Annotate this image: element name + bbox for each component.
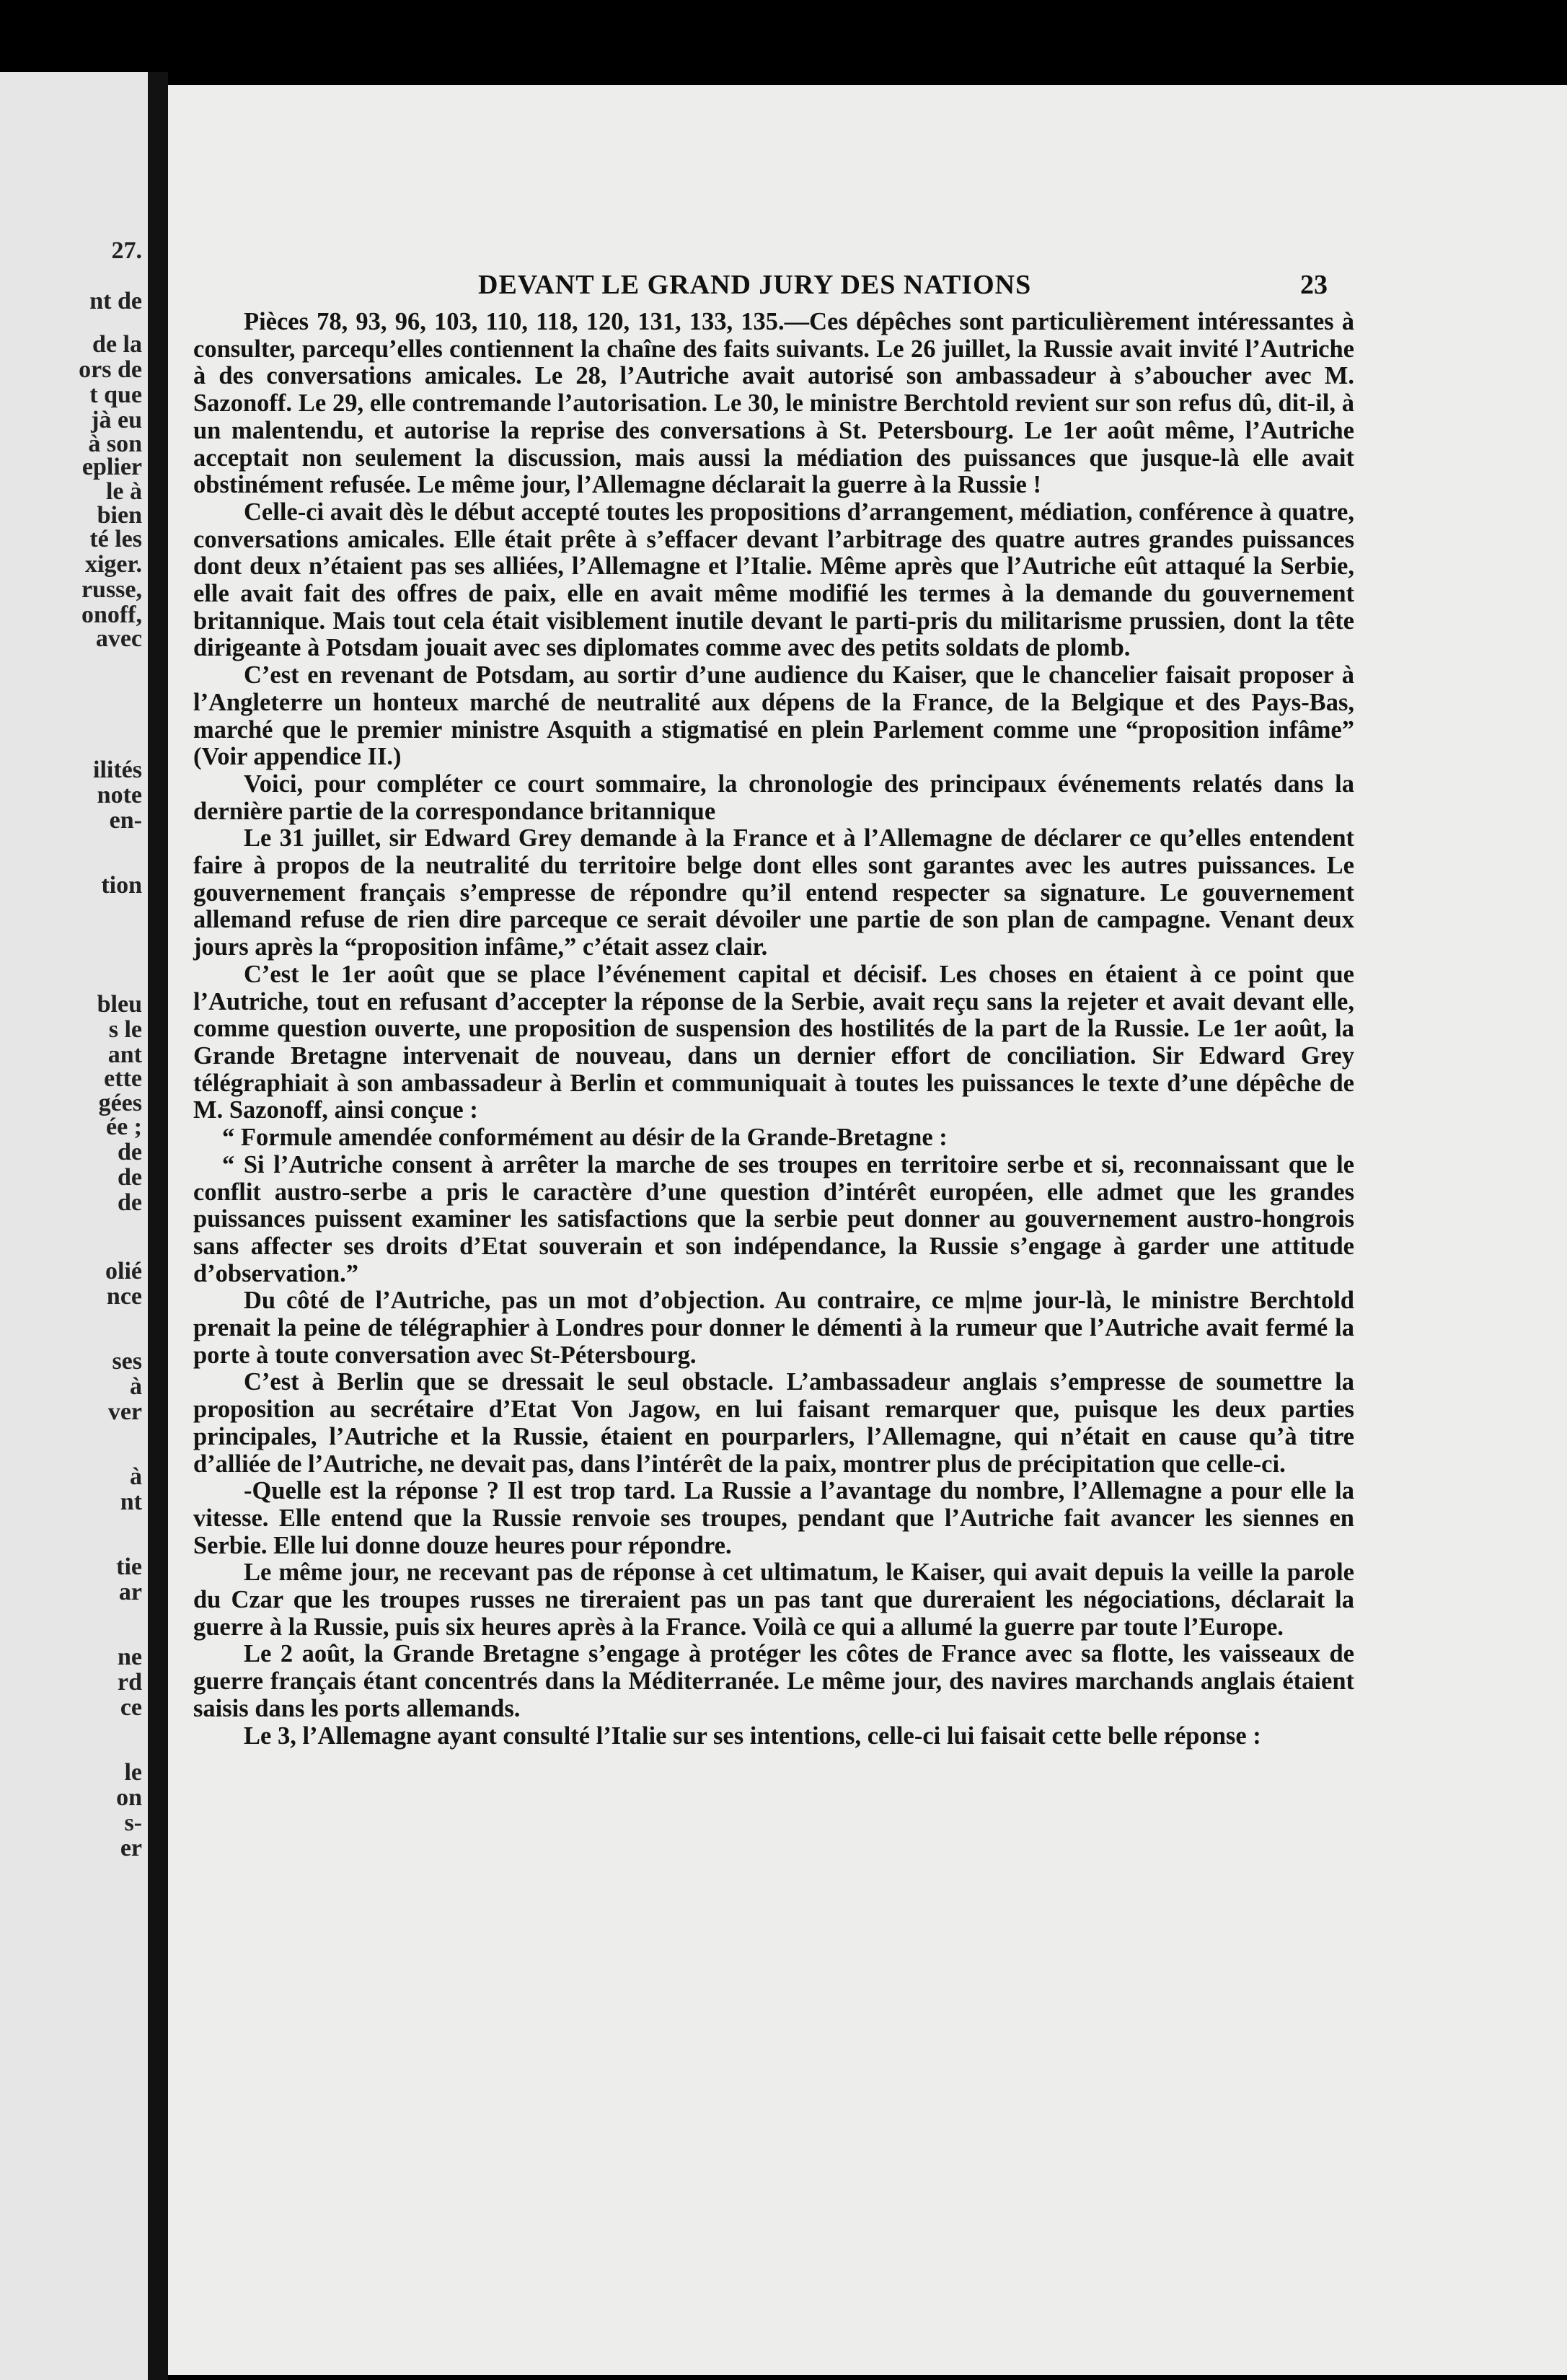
left-page-text-fragment: de — [118, 1164, 142, 1191]
left-page-text-fragment: rd — [118, 1669, 142, 1696]
left-page-text-fragment: le à — [105, 478, 142, 505]
left-page-text-fragment: bien — [97, 502, 142, 529]
left-page-text-fragment: gées — [98, 1090, 142, 1116]
left-page-text-fragment: de la — [92, 331, 142, 358]
left-page-text-fragment: ses — [112, 1348, 142, 1375]
left-page-text-fragment: ar — [118, 1579, 142, 1605]
left-page-text-fragment: à — [130, 1373, 142, 1400]
left-page-text-fragment: de — [118, 1139, 142, 1165]
left-page-text-fragment: eplier — [81, 454, 142, 480]
left-page-text-fragment: tie — [116, 1553, 142, 1580]
paragraph: C’est en revenant de Potsdam, au sortir d’une audience du Kaiser, que le chancelier faisait proposer à l’Angleterre un honteux marché de neutralité aux dépens de la France, de la Belgique et des Pays-Bas, marché que le premier ministre Asquith a stigmatisé en plein Parlement comme une “proposition infâme” (Voir appendice II.) — [193, 661, 1354, 771]
paragraph: Celle-ci avait dès le début accepté toutes les propositions d’arrangement, médiation, conférence à quatre, conversations amicales. Elle était prête à s’effacer devant l’arbitrage des quatre autres grandes puissances dont deux n’étaient pas ses alliées, l’Allemagne et l’Italie. Même après que l’Autriche eût attaqué la Serbie, elle avait fait des offres de paix, elle en avait même modifié les termes à la demande du gouvernement britannique. Mais tout cela était visiblement inutile devant le parti-pris du militarisme prussien, dont la tête dirigeante à Potsdam jouait avec ses diplomates comme avec des petits soldats de plomb. — [193, 498, 1354, 662]
left-page-text-fragment: ce — [120, 1694, 142, 1721]
left-page-text-fragment: ors de — [79, 356, 142, 383]
left-page-text-fragment: à — [130, 1463, 142, 1490]
left-page-text-fragment: er — [120, 1835, 142, 1861]
left-page-text-fragment: en- — [109, 807, 142, 834]
paragraph: C’est le 1er août que se place l’événement capital et décisif. Les choses en étaient à ce point que l’Autriche, tout en refusant d’accepter la réponse de la Serbie, avait reçu sans la rejeter et avait devant elle, comme question ouverte, une proposition de suspension des hostilités de la part de la Russie. Le 1er août, la Grande Bretagne intervenait de nouveau, dans un dernier effort de conciliation. Sir Edward Grey télégraphiait à son ambassadeur à Berlin et communiquait à toutes les puissances le texte d’une dépêche de M. Sazonoff, ainsi conçue : — [193, 960, 1354, 1124]
left-page-text-fragment: tion — [101, 872, 142, 899]
paragraph: Pièces 78, 93, 96, 103, 110, 118, 120, 131, 133, 135.—Ces dépêches sont particulièrement intéressantes à consulter, parcequ’elles contiennent la chaîne des faits suivants. Le 26 juillet, la Russie avait invité l’Autriche à des conversations amicales. Le 28, l’Autriche avait autorisé son ambassadeur à s’aboucher avec M. Sazonoff. Le 29, elle contremande l’autorisation. Le 30, le ministre Berchtold revient sur son refus dû, dit-il, à un malentendu, et autorise la reprise des conversations à St. Petersbourg. Le 1er août même, l’Autriche acceptait non seulement la discussion, mais aussi la médiation des puissances que jusque-là elle avait obstinément refusée. Le même jour, l’Allemagne déclarait la guerre à la Russie ! — [193, 308, 1354, 499]
left-page-text-fragment: ée ; — [105, 1114, 142, 1140]
left-page-text-fragment: olié — [105, 1258, 142, 1284]
left-page-text-fragment: s- — [124, 1810, 142, 1836]
left-page-text-fragment: t que — [89, 382, 142, 408]
left-page-text-fragment: ne — [118, 1644, 142, 1670]
page-header — [168, 269, 1567, 305]
left-page-text-fragment: avec — [95, 625, 142, 652]
left-page-text-fragment: note — [97, 782, 142, 808]
paragraph: Du côté de l’Autriche, pas un mot d’objection. Au contraire, ce m|me jour-là, le ministre Berchtold prenait la peine de télégraphier à Londres pour donner le démenti à la rumeur que l’Autriche avait fermé la porte à toute conversation avec St-Pétersbourg. — [193, 1287, 1354, 1369]
left-page-text-fragment: on — [116, 1784, 142, 1811]
left-page-text-fragment: jà eu — [91, 407, 142, 433]
left-page-text-fragment: s le — [108, 1016, 142, 1043]
page-number: 23 — [1300, 270, 1328, 300]
paragraph: Le 3, l’Allemagne ayant consulté l’Italie sur ses intentions, celle-ci lui faisait cette belle réponse : — [244, 1722, 1261, 1750]
left-page-text-fragment: russe, — [81, 576, 142, 603]
paragraph: Voici, pour compléter ce court sommaire, la chronologie des principaux événements relatés dans la dernière partie de la correspondance britannique — [193, 770, 1354, 825]
left-page-text-fragment: onoff, — [81, 601, 142, 628]
left-page-text-fragment: 27. — [111, 237, 142, 264]
left-page-text-fragment: de — [118, 1189, 142, 1216]
left-page-text-fragment: xiger. — [84, 551, 142, 578]
left-page-text-fragment: ette — [104, 1065, 142, 1092]
left-page-text-fragment: ilités — [93, 757, 142, 783]
left-page-text-fragment: à son — [88, 431, 142, 457]
left-page-text-fragment: ver — [107, 1398, 142, 1425]
left-page-text-fragment: bleu — [97, 991, 142, 1018]
right-page — [168, 85, 1567, 2375]
left-page-text-fragment: ant — [107, 1041, 142, 1068]
paragraph: Le même jour, ne recevant pas de réponse à cet ultimatum, le Kaiser, qui avait depuis la veille la parole du Czar que les troupes russes ne tireraient pas un pas tant que dureraient les négociations, déclarait la guerre à la Russie, puis six heures après à la France. Voilà ce qui a allumé la guerre par toute l’Europe. — [193, 1559, 1354, 1641]
left-page-text-fragment: nce — [106, 1283, 142, 1310]
quote-paragraph: “ Si l’Autriche consent à arrêter la marche de ses troupes en territoire serbe et si, reconnaissant que le conflit austro-serbe a pris le caractère d’une question d’intérêt européen, elle admet que les grandes puissances puissent examiner les satisfactions que la serbie peut donner au gouvernement austro-hongrois sans affecter ses droits d’Etat souverain et son indépendance, la Russie s’engage à garder une attitude d’observation.” — [193, 1150, 1354, 1287]
body-text — [193, 309, 1354, 1750]
paragraph: Le 2 août, la Grande Bretagne s’engage à protéger les côtes de France avec sa flotte, les vaisseaux de guerre français étant concentrés dans la Méditerranée. Le même jour, des navires marchands anglais étaient saisis dans les ports allemands. — [193, 1640, 1354, 1722]
paragraph: -Quelle est la réponse ? Il est trop tard. La Russie a l’avantage du nombre, l’Allemagne a pour elle la vitesse. Elle entend que la Russie renvoie ses troupes, pendant que l’Autriche fait avancer les siennes en Serbie. Elle lui donne douze heures pour répondre. — [193, 1477, 1354, 1559]
left-page-text-fragment: le — [124, 1759, 142, 1786]
running-head: DEVANT LE GRAND JURY DES NATIONS — [478, 270, 1032, 300]
left-page-text-fragment: nt de — [89, 288, 142, 314]
paragraph: Le 31 juillet, sir Edward Grey demande à la France et à l’Allemagne de déclarer ce qu’elles entendent faire à propos de la neutralité du territoire belge dont elles sont garantes avec les autres puissances. Le gouvernement français s’empresse de répondre qu’il entend respecter sa signature. Le gouvernement allemand refuse de rien dire parceque ce serait dévoiler une partie de son plan de campagne. Venant deux jours après la “proposition infâme,” c’était assez clair. — [193, 824, 1354, 961]
left-page-text-fragment: nt — [120, 1489, 142, 1515]
paragraph: C’est à Berlin que se dressait le seul obstacle. L’ambassadeur anglais s’empresse de soumettre la proposition au secrétaire d’Etat Von Jagow, en lui faisant remarquer que, puisque les deux parties principales, l’Autriche et la Russie, étaient en pourparlers, l’Allemagne, qui n’était en cause qu’à titre d’alliée de l’Autriche, ne devait pas, dans l’intérêt de la paix, montrer plus de précipitation que celle-ci. — [193, 1368, 1354, 1478]
quote-paragraph: “ Formule amendée conformément au désir de la Grande-Bretagne : — [222, 1124, 948, 1152]
left-facing-page — [0, 72, 148, 2380]
left-page-text-fragment: té les — [89, 526, 142, 552]
book-gutter — [148, 72, 168, 2380]
